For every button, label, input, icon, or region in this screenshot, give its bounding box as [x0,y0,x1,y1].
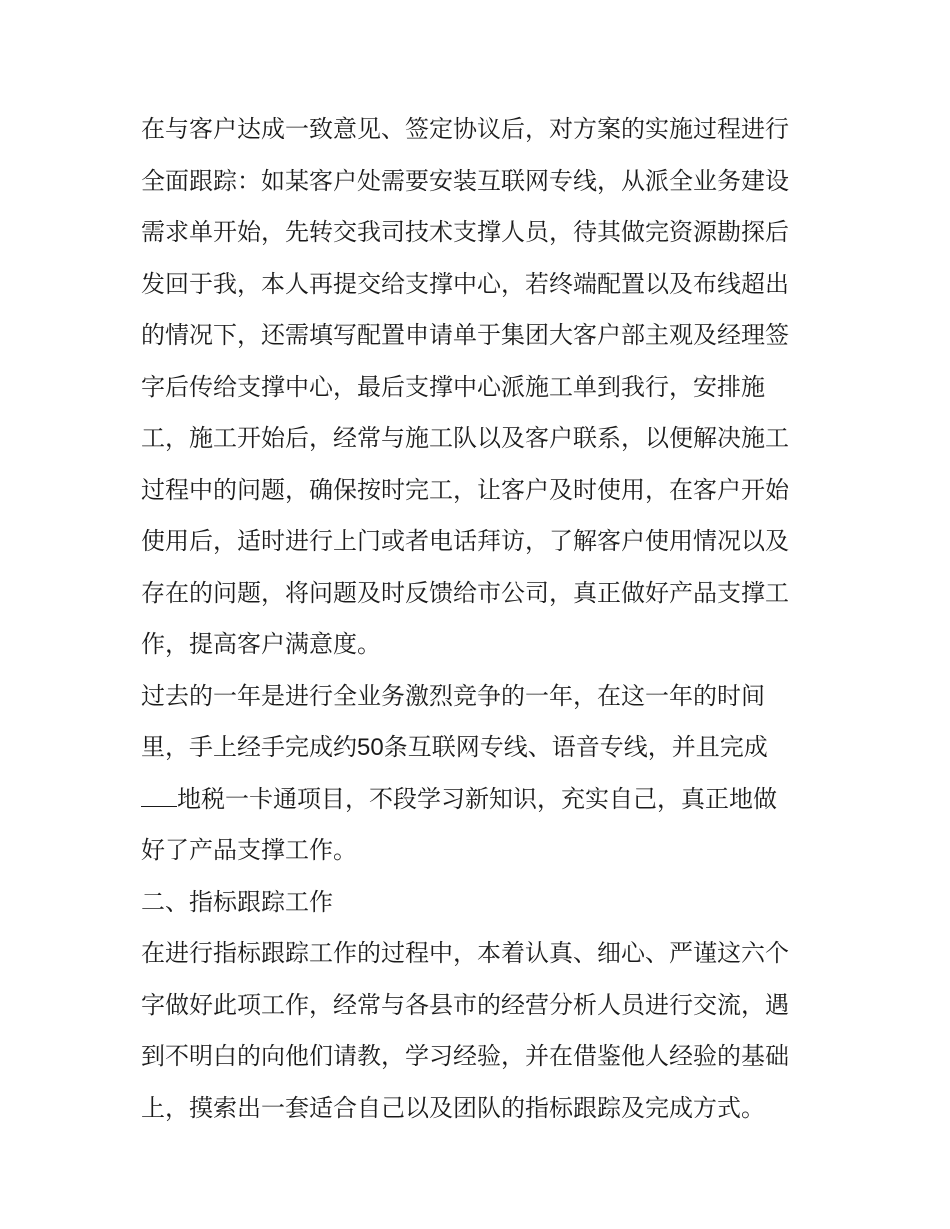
text-line: 使用后，适时进行上门或者电话拜访，了解客户使用情况以及 [141,527,789,555]
text-line: 的情况下，还需填写配置申请单于集团大客户部主观及经理签 [141,321,789,349]
fill-in-blank [141,784,177,807]
text-line: 发回于我，本人再提交给支撑中心，若终端配置以及布线超出 [141,269,789,298]
text-line [141,722,821,774]
text-line: 好了产品支撑工作。 [141,836,357,864]
text-segment: 地税一卡通项目，不段学习新知识，充实自己，真正地做 [177,784,777,813]
text-line: 过去的一年是进行全业务激烈竞争的一年，在这一年的时间 [141,681,765,710]
text-line: 到不明白的向他们请教，学习经验，并在借鉴他人经验的基础 [141,1042,789,1070]
text-line: 存在的问题，将问题及时反馈给市公司，真正做好产品支撑工 [141,578,789,607]
document-body [141,104,821,1134]
paragraph-year-review [141,671,821,877]
text-line: 在进行指标跟踪工作的过程中，本着认真、细心、严谨这六个 [141,939,789,967]
text-line: 工，施工开始后，经常与施工队以及客户联系，以便解决施工 [141,424,789,452]
text-segment: 条互联网专线、语音专线，并且完成 [383,733,768,761]
text-segment: 里，手上经手完成约 [141,733,357,761]
text-line: 在与客户达成一致意见、签定协议后，对方案的实施过程进行 [141,115,789,143]
text-line: 字后传给支撑中心，最后支撑中心派施工单到我行，安排施 [141,372,765,401]
text-line: 需求单开始，先转交我司技术支撑人员，待其做完资源勘探后 [141,218,789,246]
text-line: 字做好此项工作，经常与各县市的经营分析人员进行交流，遇 [141,990,789,1019]
paragraph-indicator-tracking [141,928,821,1134]
line-count-number: 50 [357,734,384,761]
text-line: 上，摸索出一套适合自己以及团队的指标跟踪及完成方式。 [141,1093,765,1122]
paragraph-implementation-tracking [141,104,821,671]
section-heading: 二、指标跟踪工作 [141,887,333,916]
text-line: 过程中的问题，确保按时完工，让客户及时使用，在客户开始 [141,475,789,504]
text-line: 全面跟踪：如某客户处需要安装互联网专线，从派全业务建设 [141,166,789,195]
text-line [141,774,821,826]
text-line: 作，提高客户满意度。 [141,630,381,658]
